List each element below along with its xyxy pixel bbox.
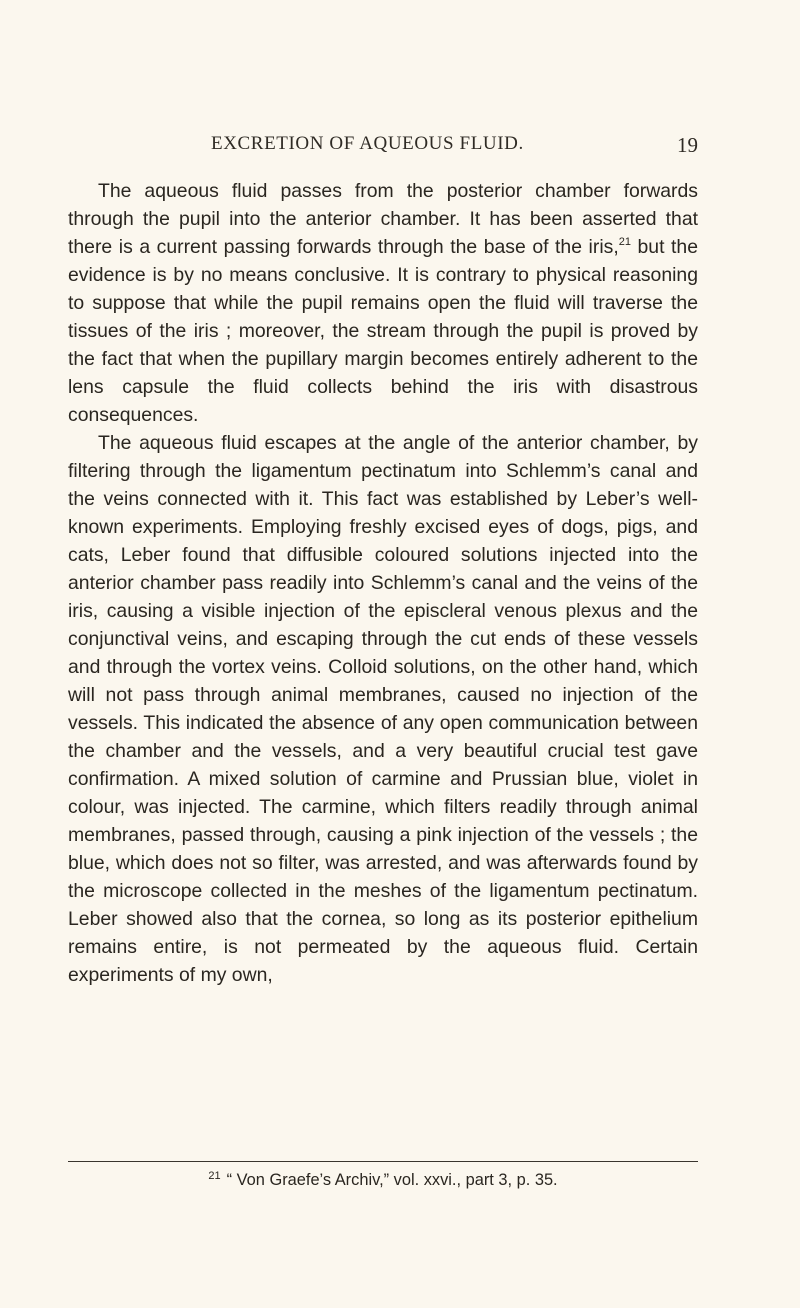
paragraph-text: but the evidence is by no means conclusive. It is contrary to physical reasoning to suppose that while the pupil remains open the fluid will traverse the tissues of the iris ; moreover, the stream through the pupil is proved by the fact that when the pupillary margin becomes entirely adherent to the lens capsule the fluid collects behind the iris with disastrous consequences. [68,236,698,426]
running-title: EXCRETION OF AQUEOUS FLUID. [211,133,524,154]
paragraph [68,177,698,429]
paragraph: The aqueous fluid escapes at the angle of the anterior chamber, by filtering through the ligamentum pectinatum into Schlemm’s canal and the veins connected with it. This fact was established by Leber’s well-known experiments. Employing freshly excised eyes of dogs, pigs, and cats, Leber found that diffusible coloured solutions injected into the anterior chamber pass readily into Schlemm’s canal and the veins of the iris, causing a visible injection of the episcleral venous plexus and the conjunctival veins, and escaping through the cut ends of these vessels and through the vortex veins. Colloid solutions, on the other hand, which will not pass through animal membranes, caused no injection of the vessels. This indicated the absence of any open communication between the chamber and the vessels, and a very beautiful crucial test gave confirmation. A mixed solution of carmine and Prussian blue, violet in colour, was injected. The carmine, which filters readily through animal membranes, passed through, causing a pink injection of the vessels ; the blue, which does not so filter, was arrested, and was afterwards found by the microscope collected in the meshes of the ligamentum pectinatum. Leber showed also that the cornea, so long as its posterior epithelium remains entire, is not permeated by the aqueous fluid. Certain experiments of my own, [68,432,698,986]
footnote-number: 21 [208,1169,221,1182]
page-number: 19 [677,133,698,157]
body-text [68,177,698,989]
footnote-reference: 21 [618,235,631,248]
footnote-text: “ Von Graefe’s Archiv,” vol. xxvi., part 3, p. 35. [226,1171,558,1189]
paragraph-text: The aqueous fluid passes from the posterior chamber forwards through the pupil into the anterior chamber. It has been asserted that there is a current passing forwards through the base of the iris, [68,180,698,258]
footnote [68,1171,698,1190]
footnote-rule [68,1161,698,1162]
running-head [68,133,698,161]
